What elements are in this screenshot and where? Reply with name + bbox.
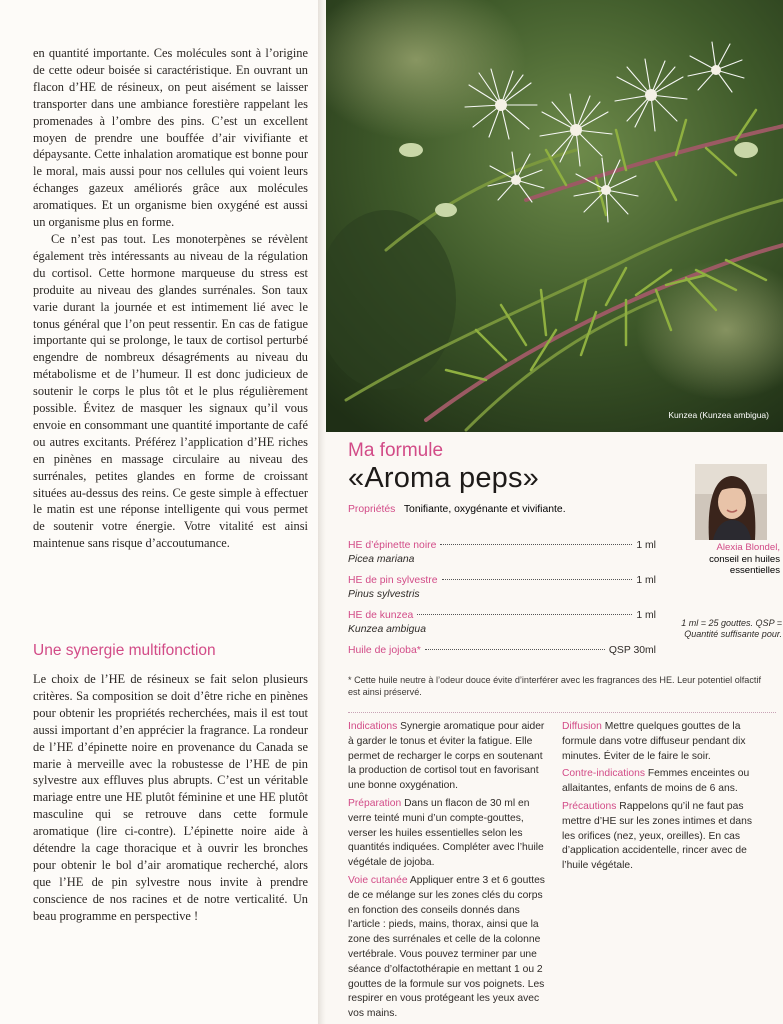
ingredient-latin: Pinus sylvestris [348,589,420,600]
divider [348,712,776,714]
ingredient-jojoba [348,645,656,659]
photo-caption: Kunzea (Kunzea ambigua) [668,410,769,420]
section-title: Une synergie multifonction [33,642,216,659]
right-page [326,0,783,1024]
indications: Indications Synergie aromatique pour aider à garder le tonus et éviter la fatigue. Elle permet de recharger le corps en soutenant la production de cortisol tout en favorisant une bonne oxygénation. [348,721,545,792]
author-name: Alexia Blondel, [716,542,780,553]
author-credit [672,542,780,577]
paragraph-2: Ce n’est pas tout. Les monoterpènes se révèlent également très intéressants au niveau de la régulation du cortisol. Cette hormone marqueuse du stress est produite au niveau des glandes surrénales. Son taux varie durant la journée et est intimement lié avec le tonus général que l’on peut ressentir. En cas de fatigue importante qui se prolonge, le taux de cortisol perturbé engendre de nombreux désagréments au niveau du métabolisme et de l’humeur. Il est donc judicieux de soutenir le corps le plus tôt et le plus régulièrement possible. Évitez de masquer les signaux qu’il vous envoie en consommant une quantité importante de café ou autres excitants. Préférez l’application d’HE riches en pinènes en massage circulaire au niveau des surrénales, petites glandes en forme de croissant situées au-dessus des reins. Ce geste simple à effectuer le matin est une réponse intelligente qui vous permet de soutenir votre énergie. Votre vitalité est ainsi maintenue sans risque d’accoutumance. [33,231,308,551]
left-page [0,0,318,1024]
article-column-2 [33,671,308,925]
recipe-name: «Aroma peps» [348,462,540,494]
contre-indications: Contre-indications Femmes enceintes ou allaitantes, enfants de moins de 6 ans. [562,768,750,795]
ingredient-qty: 1 ml [636,575,656,586]
instructions-column-1 [348,720,547,1022]
preparation: Préparation Dans un flacon de 30 ml en verre teinté muni d’un compte-gouttes, verser les huiles essentielles selon les quantités indiquées. Compléter avec l’huile végétale de jojoba. [348,797,544,869]
diffusion: Diffusion Mettre quelques gouttes de la formule dans votre diffuseur pendant dix minutes. Éviter de le faire le soir. [562,721,746,762]
ingredient-latin: Picea mariana [348,554,415,565]
precautions: Précautions Rappelons qu’il ne faut pas mettre d’HE sur les zones intimes et dans les orifices (nez, yeux, oreilles). En cas d’application accidentelle, rincer avec de l’huile végétale. [562,800,752,872]
page-gutter [318,0,326,1024]
ingredient-qty: QSP 30ml [608,645,656,656]
footnote: * Cette huile neutre à l’odeur douce évite d’interférer avec les fragrances des HE. Leur potentiel olfactif est ainsi préservé. [348,675,761,698]
ingredient-name: Huile de jojoba* [348,645,421,656]
unit-note: 1 ml = 25 gouttes. QSP = Quantité suffisante pour. [681,618,782,639]
ingredient-qty: 1 ml [636,540,656,551]
properties-label: Propriétés [348,504,396,515]
paragraph-3: Le choix de l’HE de résineux se fait selon plusieurs critères. Sa composition se doit d’être riche en pinènes pour obtenir les propriétés recherchées, mais il est tout aussi important d’en apprécier la fragrance. La rondeur de l’HE d’épinette noire en provenance du Canada se marie à merveille avec la robustesse de l’HE de pin sylvestre aux effluves plus abrupts. C’est un véritable mariage entre une HE plutôt féminine et une HE plutôt masculine qui se retrouve dans cette formule aromatique (lire ci-contre). L’épinette noire aide à détendre la cage thoracique et à ouvrir les bronches pour obtenir le bol d’air aromatique recherché, alors que l’HE de pin sylvestre nous invite à prendre conscience de nos racines et de notre verticalité. Un beau programme en perspective ! [33,672,308,923]
instructions-column-2 [562,720,766,874]
ingredient-latin: Kunzea ambigua [348,624,426,635]
author-photo [695,464,767,540]
ingredient-qty: 1 ml [636,610,656,621]
ingredient-kunzea [348,610,656,638]
ingredient-name: HE de pin sylvestre [348,575,438,586]
voie-cutanee: Voie cutanée Appliquer entre 3 et 6 gouttes de ce mélange sur les zones clés du corps en fonction des conseils donnés dans l’article : pieds, mains, thorax, ainsi que la zone des surrénales et celle de la colonne vertébrale. Vous pouvez terminer par une séance d’olfactothérapie en mettant 1 ou 2 gouttes de la formule sur vos poignets. Les respirer en vous protégeant les yeux avec vos mains. [348,874,545,1020]
properties-line [348,504,566,515]
paragraph-1: en quantité importante. Ces molécules sont à l’origine de cette odeur boisée si caractéristique. En ouvrant un flacon d’HE de résineux, on peut aisément se laisser transporter dans une ambiance forestière rappelant les promenades à l’ombre des pins. C’est un excellent moyen de prendre une bouffée d’air vivifiante et dépaysante. Cette inhalation aromatique est bonne pour le moral, mais aussi pour nos cellules qui voient leurs échanges gazeux améliorés grâce aux molécules aromatiques. Et un organisme bien oxygéné est aussi un organisme plus en forme. [33,46,308,230]
ingredient-pin [348,575,656,603]
ingredient-name: HE d’épinette noire [348,540,437,551]
formula-heading: Ma formule [348,440,444,461]
kunzea-photo [326,0,783,432]
ingredient-name: HE de kunzea [348,610,414,621]
properties-value: Tonifiante, oxygénante et vivifiante. [403,504,566,515]
ingredient-epinette [348,540,656,568]
article-column [33,45,308,552]
author-title: conseil en huiles essentielles [709,553,780,577]
